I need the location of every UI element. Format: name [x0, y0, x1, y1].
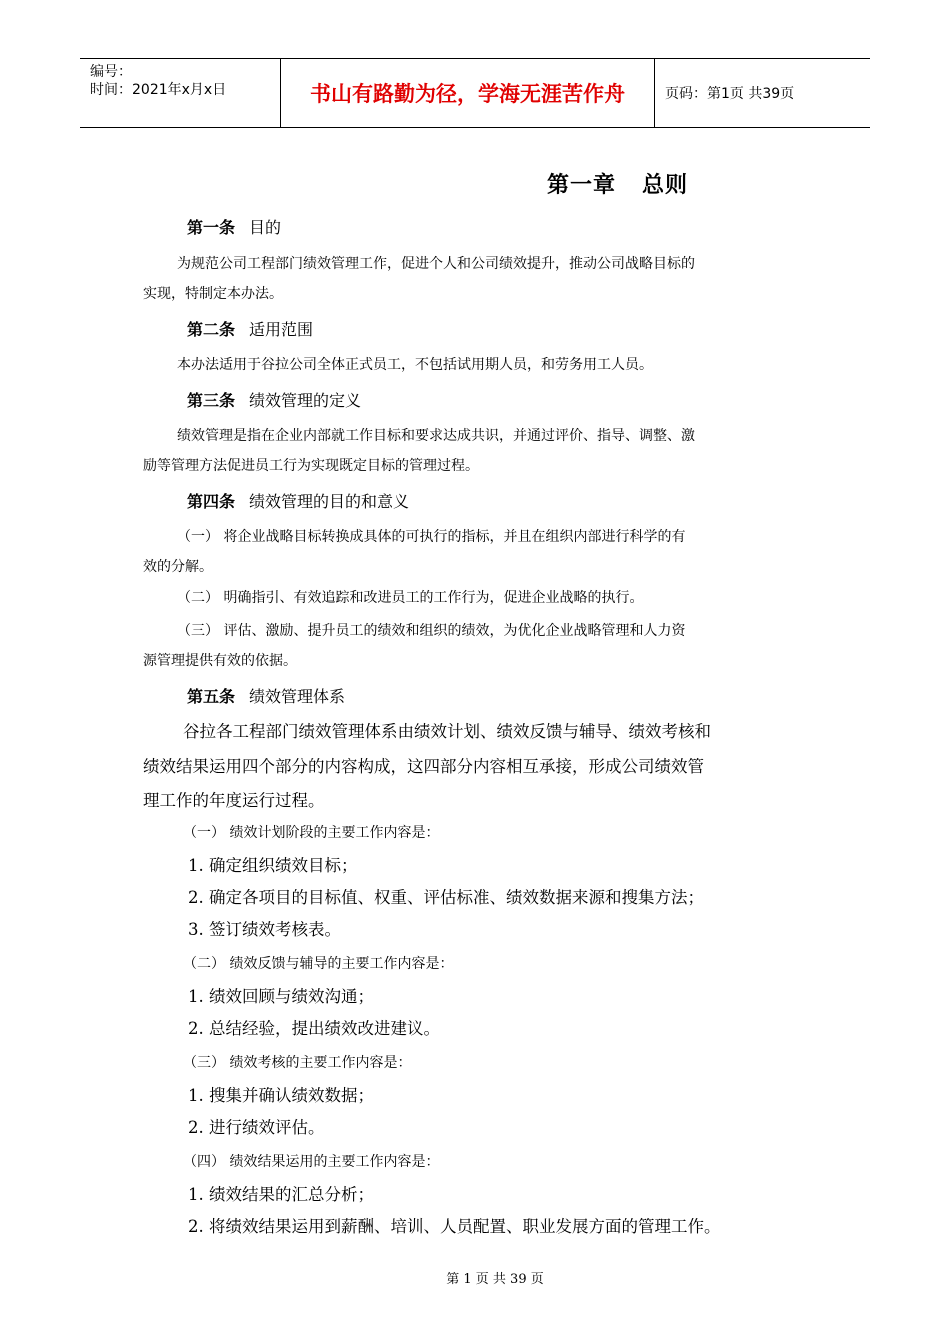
section-3-item-1: 1. 搜集并确认绩效数据；: [188, 1086, 374, 1105]
section-2-item-1: 1. 绩效回顾与绩效沟通；: [188, 987, 374, 1006]
article-2-heading: 第二条 适用范围: [187, 320, 314, 339]
section-4-heading: （四） 绩效结果运用的主要工作内容是：: [183, 1154, 440, 1170]
article-4-item-1-line-1: （一） 将企业战略目标转换成具体的可执行的指标，并且在组织内部进行科学的有: [177, 529, 686, 545]
article-5-text-line-2: 绩效结果运用四个部分的内容构成，这四部分内容相互承接，形成公司绩效管: [143, 757, 704, 776]
document-header: [80, 58, 870, 128]
chapter-title: 第一章: [546, 173, 616, 198]
page-footer: 第 1 页 共 39 页: [446, 1272, 544, 1287]
article-4-item-1-line-2: 效的分解。: [143, 559, 213, 575]
section-2-item-2: 2. 总结经验，提出绩效改进建议。: [188, 1019, 440, 1038]
section-3-heading: （三） 绩效考核的主要工作内容是：: [183, 1055, 412, 1071]
article-4-item-3-line-1: （三） 评估、激励、提升员工的绩效和组织的绩效，为优化企业战略管理和人力资: [177, 623, 686, 639]
article-3-heading: 第三条 绩效管理的定义: [187, 391, 362, 410]
header-page-label: 页码：第1页 共39页: [665, 86, 795, 102]
article-4-heading: 第四条 绩效管理的目的和意义: [187, 492, 410, 511]
section-1-heading: （一） 绩效计划阶段的主要工作内容是：: [183, 825, 440, 841]
section-4-item-1: 1. 绩效结果的汇总分析；: [188, 1185, 374, 1204]
section-4-item-2: 2. 将绩效结果运用到薪酬、培训、人员配置、职业发展方面的管理工作。: [188, 1217, 721, 1236]
article-4-item-3-line-2: 源管理提供有效的依据。: [143, 653, 297, 669]
article-5-heading: 第五条 绩效管理体系: [187, 687, 346, 706]
section-1-item-3: 3. 签订绩效考核表。: [188, 920, 341, 939]
section-1-item-1: 1. 确定组织绩效目标；: [188, 856, 358, 875]
number-label: 编号：: [90, 64, 132, 80]
article-1-text-line-2: 实现，特制定本办法。: [143, 286, 283, 302]
section-3-item-2: 2. 进行绩效评估。: [188, 1118, 325, 1137]
article-3-text-line-2: 励等管理方法促进员工行为实现既定目标的管理过程。: [143, 458, 479, 474]
article-5-text-line-1: 谷拉各工程部门绩效管理体系由绩效计划、绩效反馈与辅导、绩效考核和: [183, 722, 711, 741]
header-motto: 书山有路勤为径，学海无涯苦作舟: [281, 59, 655, 127]
header-meta: [80, 59, 281, 127]
article-4-item-2-line-1: （二） 明确指引、有效追踪和改进员工的工作行为，促进企业战略的执行。: [177, 590, 644, 606]
section-1-item-2: 2. 确定各项目的目标值、权重、评估标准、绩效数据来源和搜集方法；: [188, 888, 704, 907]
article-2-text-line-1: 本办法适用于谷拉公司全体正式员工，不包括试用期人员，和劳务用工人员。: [177, 357, 653, 373]
article-3-text-line-1: 绩效管理是指在企业内部就工作目标和要求达成共识，并通过评价、指导、调整、激: [177, 428, 695, 444]
time-label: 时间：2021年x月x日: [90, 82, 227, 98]
chapter-heading: [0, 168, 950, 199]
article-5-text-line-3: 理工作的年度运行过程。: [143, 791, 325, 810]
article-1-heading: 第一条 目的: [187, 218, 282, 237]
section-2-heading: （二） 绩效反馈与辅导的主要工作内容是：: [183, 956, 454, 972]
chapter-name: 总则: [642, 173, 689, 198]
article-1-text-line-1: 为规范公司工程部门绩效管理工作，促进个人和公司绩效提升，推动公司战略目标的: [177, 256, 695, 272]
